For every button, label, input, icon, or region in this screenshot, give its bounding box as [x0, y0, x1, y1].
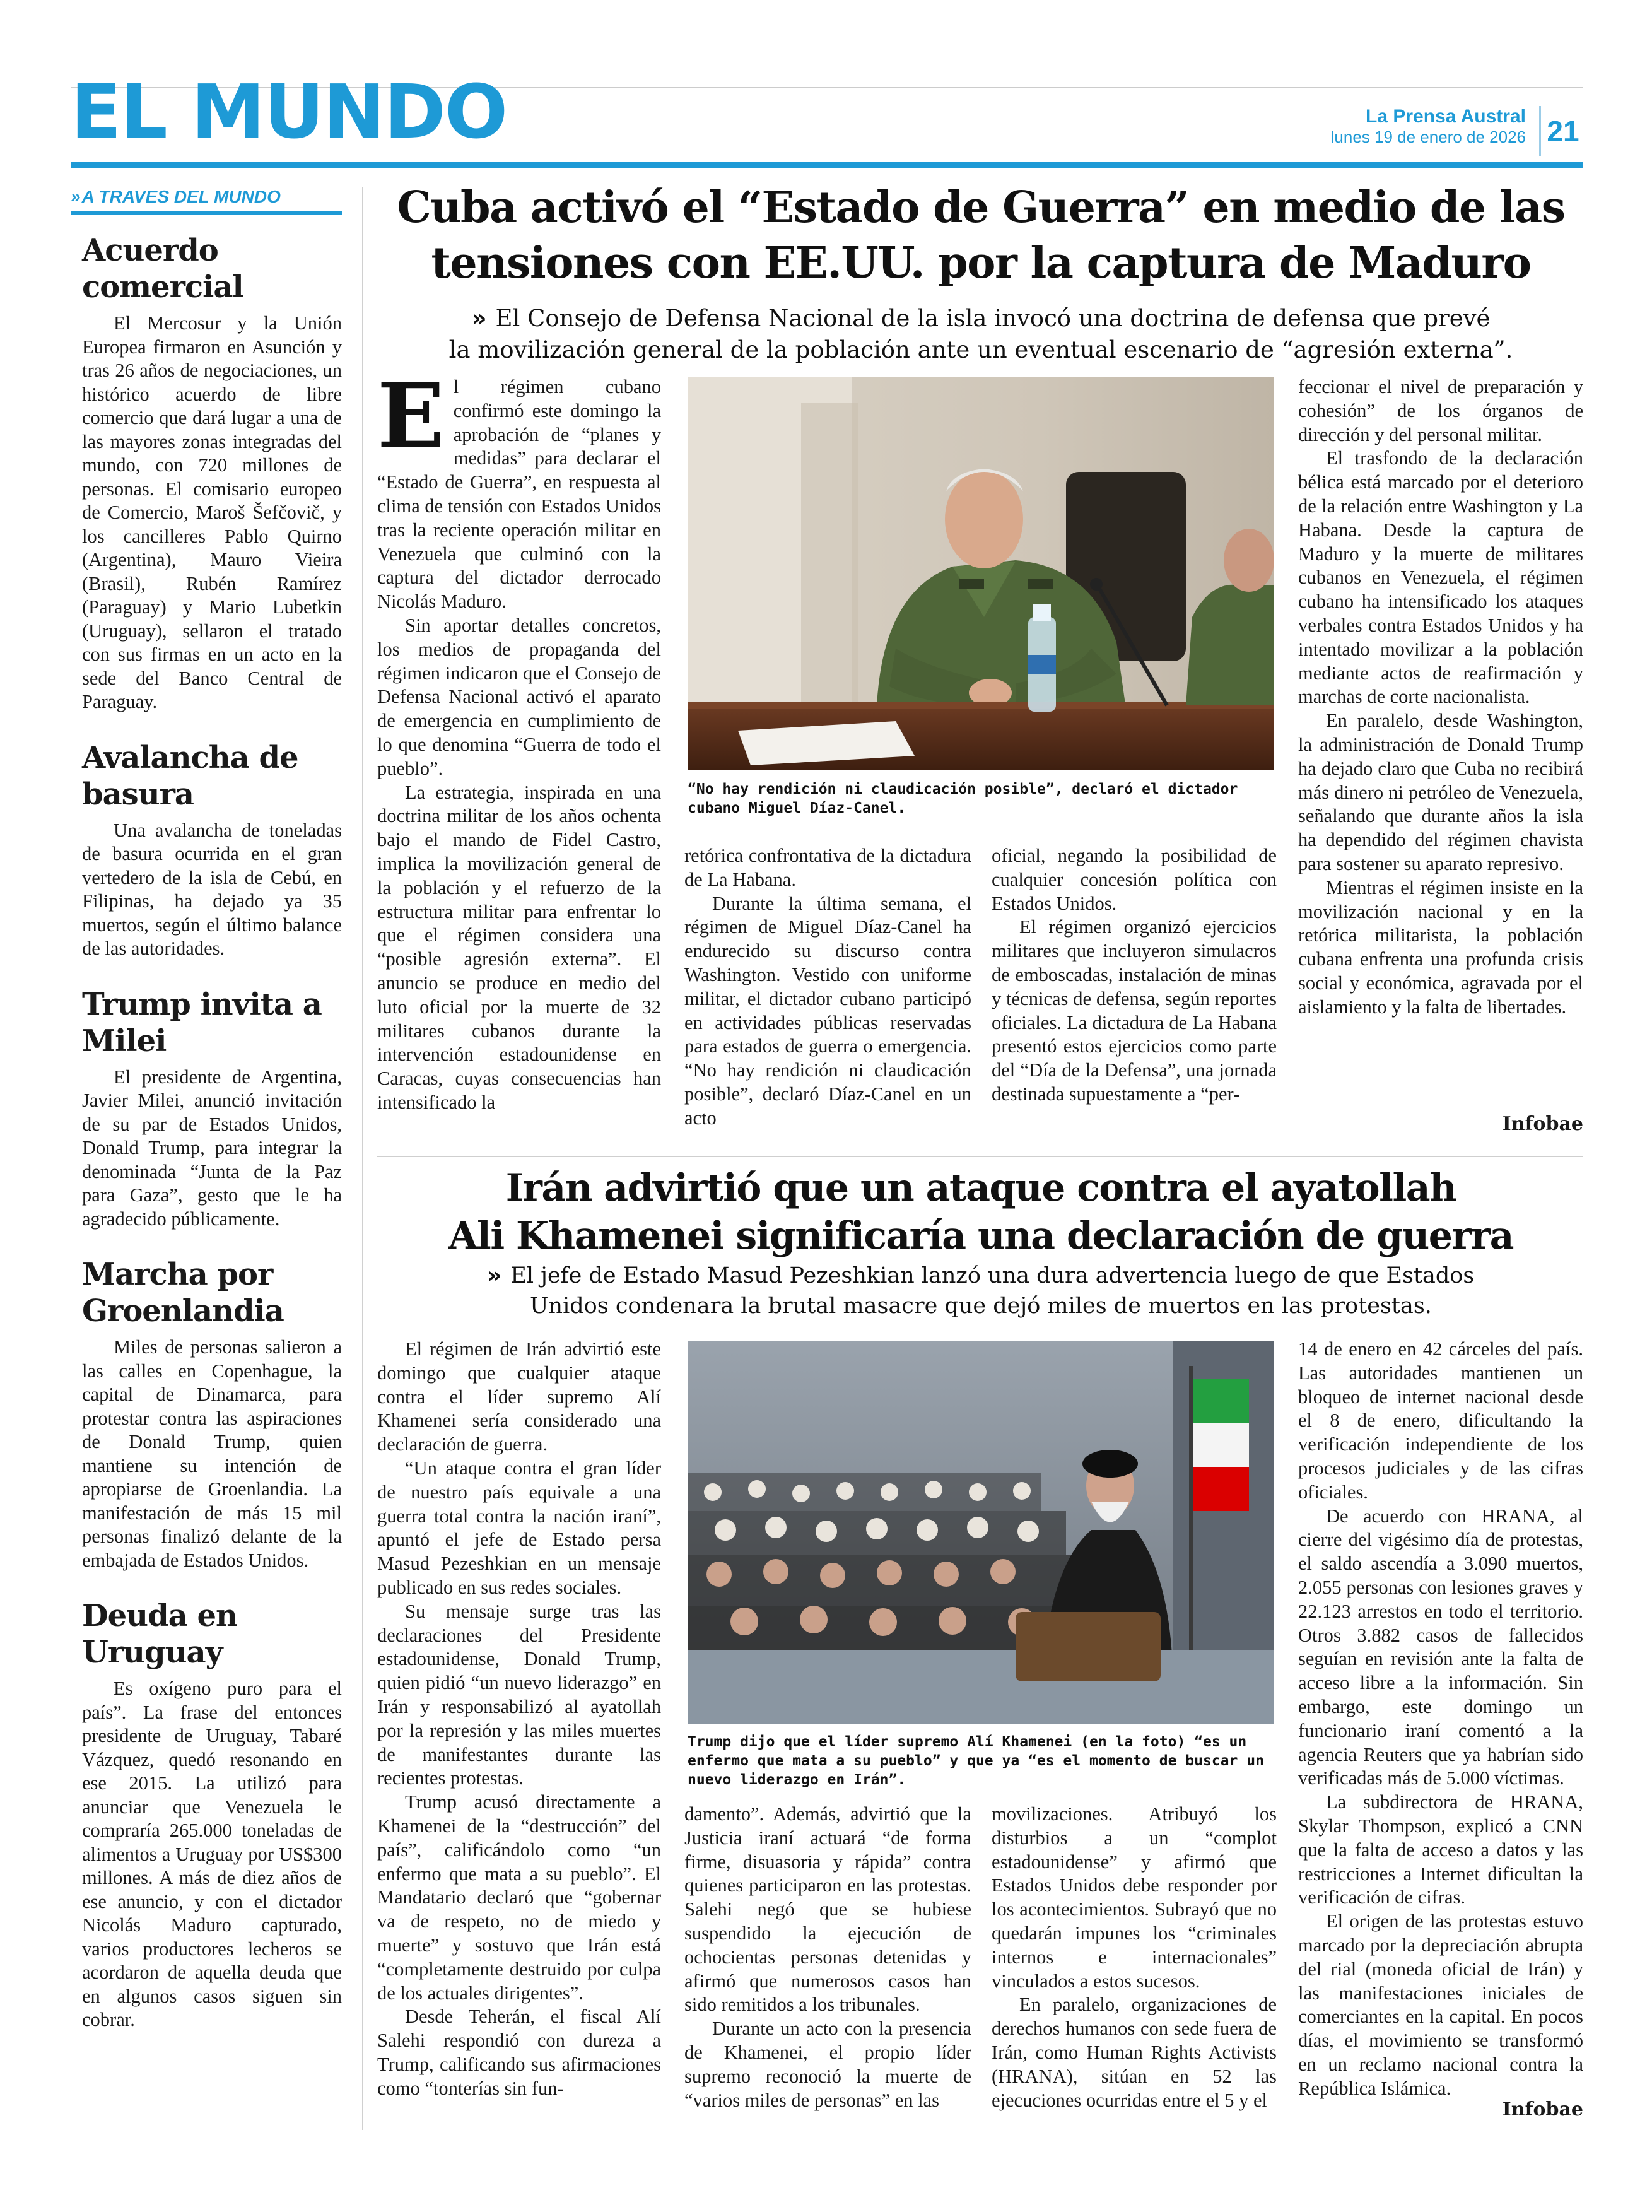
brief-title: Avalancha de basura — [82, 739, 298, 812]
article-column — [992, 844, 1277, 1107]
paragraph: oficial, negando la posibilidad de cualquier concesión política con Estados Unidos. — [992, 845, 1277, 914]
paragraph: El régimen de Irán advirtió este domingo que cualquier ataque contra el líder supremo Alí Khamenei sería considerado una declaración de guerra. — [377, 1338, 661, 1456]
sidebar-briefs — [71, 187, 342, 2130]
deck-line: El Consejo de Defensa Nacional de la isla invocó una doctrina de defensa que prevé — [495, 305, 1491, 332]
paragraph: retórica confrontativa de la dictadura de La Habana. — [684, 845, 971, 890]
newspaper-name: La Prensa Austral — [1366, 106, 1526, 127]
brief-body: Una avalancha de toneladas de basura ocurrida en el gran vertedero de la isla de Cebú, en Filipinas, ha dejado ya 35 muertos, según el último balance de las autoridades. — [82, 819, 342, 959]
article-column — [684, 1803, 971, 2112]
article-column — [377, 365, 661, 1115]
article-deck — [378, 303, 1583, 366]
deck-line: Unidos condenara la brutal masacre que dejó miles de muertos en las protestas. — [530, 1293, 1432, 1319]
brief-title: Trump invita a Milei — [82, 986, 322, 1059]
article-headline — [378, 1164, 1583, 1260]
article-source: Infobae — [1502, 2098, 1583, 2121]
paragraph: Durante un acto con la presencia de Khamenei, el propio líder supremo reconoció la muerte de “varios miles de personas” en las — [684, 2018, 971, 2111]
brief-title: Deuda en Uruguay — [82, 1598, 237, 1670]
brief-body: El Mercosur y la Unión Europea firmaron en Asunción y tras 26 años de negociaciones, un histórico acuerdo de libre comercio que dará lugar a una de las mayores zonas integradas del mundo, con 720 millones de personas. El comisario europeo de Comercio, Maroš Šefčovič, y los cancilleres Pablo Quirno (Argentina), Mauro Vieira (Brasil), Rubén Ramírez (Paraguay) y Mario Lubetkin (Uruguay), sellaron el tratado con sus firmas en un acto en la sede del Banco Central de Paraguay. — [82, 312, 342, 712]
chevron-right-icon: » — [471, 305, 487, 332]
paragraph: El origen de las protestas estuvo marcado por la depreciación abrupta del rial (moneda oficial de Irán) y las manifestaciones iniciales de comerciantes en la capital. En pocos días, el movimiento se transformó en un reclamo nacional contra la República Islámica. — [1298, 1910, 1583, 2099]
paragraph: feccionar el nivel de preparación y cohesión” de los órganos de dirección y del personal militar. — [1298, 376, 1583, 445]
paragraph: Trump acusó directamente a Khamenei de la “destrucción” del país”, calificándolo como “un enfermo que mata a su pueblo”. El Mandatario declaró que “gobernar va de respeto, no de miedo y muerte” y sostuvo que Irán está “completamente destruido por culpa de los actuales dirigentes”. — [377, 1791, 661, 2004]
paragraph: En paralelo, organizaciones de derechos humanos con sede fuera de Irán, como Human Rights Activists (HRANA), sitúan en 52 las ejecuciones ocurridas entre el 5 y el — [992, 1994, 1277, 2111]
article-separator — [377, 1156, 1583, 1157]
paragraph: Sin aportar detalles concretos, los medios de propaganda del régimen indicaron que el Consejo de Defensa Nacional activó el aparato de emergencia en cumplimiento de lo que denomina “Guerra de todo el pueblo”. — [377, 614, 661, 779]
article-column — [1298, 1338, 1583, 2101]
drop-cap: E — [377, 365, 445, 468]
khamenei-photo-image — [688, 1341, 1274, 1724]
brief-body: Es oxígeno puro para el país”. La frase del entonces presidente de Uruguay, Tabaré Vázquez, quedó resonando en ese 2015. La utilizó para anunciar que Venezuela le compraría 265.000 toneladas de alimentos a Uruguay por US$300 millones. A más de diez años de ese anuncio, y con el dictador Nicolás Maduro capturado, varios productores lecheros se acordaron de aquella deuda que en algunos casos siguen sin cobrar. — [82, 1678, 342, 2030]
article-column — [992, 1803, 1277, 2112]
paragraph: La estrategia, inspirada en una doctrina militar de los años ochenta bajo el mando de Fidel Castro, implica la movilización general de la población y el refuerzo de la estructura militar para enfrentar lo que el régimen considera una “posible agresión externa”. El anuncio se produce en medio del luto oficial por la muerte de 32 militares cubanos durante la intervención estadounidense en Caracas, cuyas consecuencias han intensificado la — [377, 781, 661, 1113]
paragraph: Desde Teherán, el fiscal Alí Salehi respondió con dureza a Trump, calificando sus afirmaciones como “tonterías sin fun- — [377, 2006, 661, 2099]
article-source: Infobae — [1502, 1113, 1583, 1135]
section-title: EL MUNDO — [71, 68, 507, 155]
headline-line: Cuba activó el “Estado de Guerra” en medio de las — [397, 182, 1565, 233]
article-column — [684, 844, 971, 1131]
header-rule — [71, 162, 1583, 168]
headline-line: Irán advirtió que un ataque contra el ayatollah — [505, 1166, 1456, 1210]
chevron-right-icon: » — [487, 1263, 502, 1288]
deck-line: la movilización general de la población ante un eventual escenario de “agresión externa”. — [448, 336, 1513, 363]
paragraph: Mientras el régimen insiste en la movilización nacional y en la retórica militarista, la población cubana enfrenta una profunda crisis social y económica, agravada por el aislamiento y la falta de libertades. — [1298, 876, 1583, 1018]
paragraph: El régimen organizó ejercicios militares que incluyeron simulacros de emboscadas, instalación de minas y técnicas de defensa, según reportes oficiales. La dictadura de La Habana presentó estos ejercicios como parte del “Día de la Defensa”, una jornada destinada supuestamente a “per- — [992, 916, 1277, 1105]
paragraph: El trasfondo de la declaración bélica está marcado por el deterioro de la relación entre Washington y La Habana. Desde la captura de Maduro y la muerte de militares cubanos en Venezuela, el régimen cubano ha intensificado los ataques verbales contra Estados Unidos y ha intentado movilizar a la población mediante actos de reafirmación y marchas de corte nacionalista. — [1298, 447, 1583, 708]
paragraph-text: l régimen cubano confirmó este domingo la aprobación de “planes y medidas” para declarar el “Estado de Guerra”, en respuesta al clima de tensión con Estados Unidos tras la reciente operación militar en Venezuela que culminó con la captura del dictador derrocado Nicolás Maduro. — [377, 376, 661, 613]
photo-diaz-canel — [688, 377, 1274, 770]
photo-caption: “No hay rendición ni claudicación posible”, declaró el dictador cubano Miguel Díaz-Canel. — [688, 781, 1238, 816]
article-column — [377, 1338, 661, 2101]
brief-title: Marcha por Groenlandia — [82, 1257, 284, 1329]
paragraph: Durante la última semana, el régimen de Miguel Díaz-Canel ha endurecido su discurso contra Washington. Vestido con uniforme militar, el dictador cubano participó en actividades públicas reservadas para estados de guerra o emergencia. “No hay rendición ni claudicación posible”, declaró Díaz-Canel en un acto — [684, 892, 971, 1129]
paragraph: En paralelo, desde Washington, la administración de Donald Trump ha dejado claro que Cuba no recibirá más dinero ni petróleo de Venezuela, señalando que durante años la isla ha dependido del régimen chavista para sostener su aparato represivo. — [1298, 710, 1583, 874]
issue-date: lunes 19 de enero de 2026 — [1330, 127, 1526, 146]
paragraph: 14 de enero en 42 cárceles del país. Las autoridades mantienen un bloqueo de internet nacional desde el 8 de enero, dificultando la verificación independiente de los procesos judiciales y de las cifras oficiales. — [1298, 1338, 1583, 1503]
paragraph — [377, 365, 661, 614]
diaz-canel-photo-image — [688, 377, 1274, 770]
deck-line: El jefe de Estado Masud Pezeshkian lanzó una dura advertencia luego de que Estados — [510, 1263, 1475, 1288]
paragraph: damento”. Además, advirtió que la Justicia iraní actuará “de forma firme, disuasoria y rápida” contra quienes participaron en las protestas. Salehi negó que se hubiese suspendido la ejecución de ochocientas personas detenidas y afirmó que numerosos casos han sido remitidos a los tribunales. — [684, 1803, 971, 2016]
paragraph: movilizaciones. Atribuyó los disturbios a un “complot estadounidense” y afirmó que Estados Unidos debe responder por los acontecimientos. Subrayó que no quedarán impunes los “criminales internos e internacionales” vinculados a estos sucesos. — [992, 1803, 1277, 1992]
sidebar-kicker-label: A TRAVES DEL MUNDO — [81, 187, 281, 206]
paragraph: “Un ataque contra el gran líder de nuestro país equivale a una guerra total contra la nación iraní”, apuntó el jefe de Estado persa Masud Pezeshkian en un mensaje publicado en sus redes sociales. — [377, 1457, 661, 1598]
brief-body: Miles de personas salieron a las calles en Copenhague, la capital de Dinamarca, para protestar contra las aspiraciones de Donald Trump, quien mantiene su intención de apropiarse de Groenlandia. La manifestación de más 15 mil personas finalizó delante de la embajada de Estados Unidos. — [82, 1336, 342, 1571]
double-chevron-icon: » — [71, 187, 78, 206]
headline-line: Ali Khamenei significaría una declaración de guerra — [448, 1214, 1513, 1258]
brief-body: El presidente de Argentina, Javier Milei, anunció invitación de su par de Estados Unidos, Donald Trump, para integrar la denominada “Junta de la Paz para Gaza”, gesto que le ha agradecido públicamente. — [82, 1066, 342, 1230]
masthead — [1331, 106, 1526, 147]
photo-khamenei — [688, 1341, 1274, 1724]
photo-caption: Trump dijo que el líder supremo Alí Khamenei (en la foto) “es un enfermo que mata a su pueblo” y que ya “es el momento de buscar un nuevo liderazgo en Irán”. — [688, 1734, 1264, 1788]
brief-title: Acuerdo comercial — [82, 233, 243, 305]
article-deck — [378, 1261, 1583, 1321]
sidebar-kicker — [71, 187, 342, 215]
headline-line: tensiones con EE.UU. por la captura de Maduro — [431, 238, 1531, 288]
paragraph: Su mensaje surge tras las declaraciones del Presidente estadounidense, Donald Trump, quien pidió “un nuevo liderazgo” en Irán y responsabilizó al ayatollah por la represión y las miles muertes de manifestantes durante las recientes protestas. — [377, 1600, 661, 1789]
page-number: 21 — [1539, 106, 1585, 156]
paragraph: La subdirectora de HRANA, Skylar Thompson, explicó a CNN que la falta de acceso a datos y las restricciones a Internet dificultan la verificación de cifras. — [1298, 1791, 1583, 1909]
article-column — [1298, 375, 1583, 1020]
column-divider — [362, 187, 363, 2130]
article-headline — [378, 180, 1583, 291]
paragraph: De acuerdo con HRANA, al cierre del vigésimo día de protestas, el saldo ascendía a 3.090 muertos, 2.055 personas con lesiones graves y 22.123 arrestos en todo el territorio. Otros 3.882 casos de fallecidos seguían en revisión ante la falta de acceso libre a la información. Sin embargo, este domingo un funcionario iraní comentó a la agencia Reuters que ya habrían sido verificadas más de 5.000 víctimas. — [1298, 1505, 1583, 1789]
